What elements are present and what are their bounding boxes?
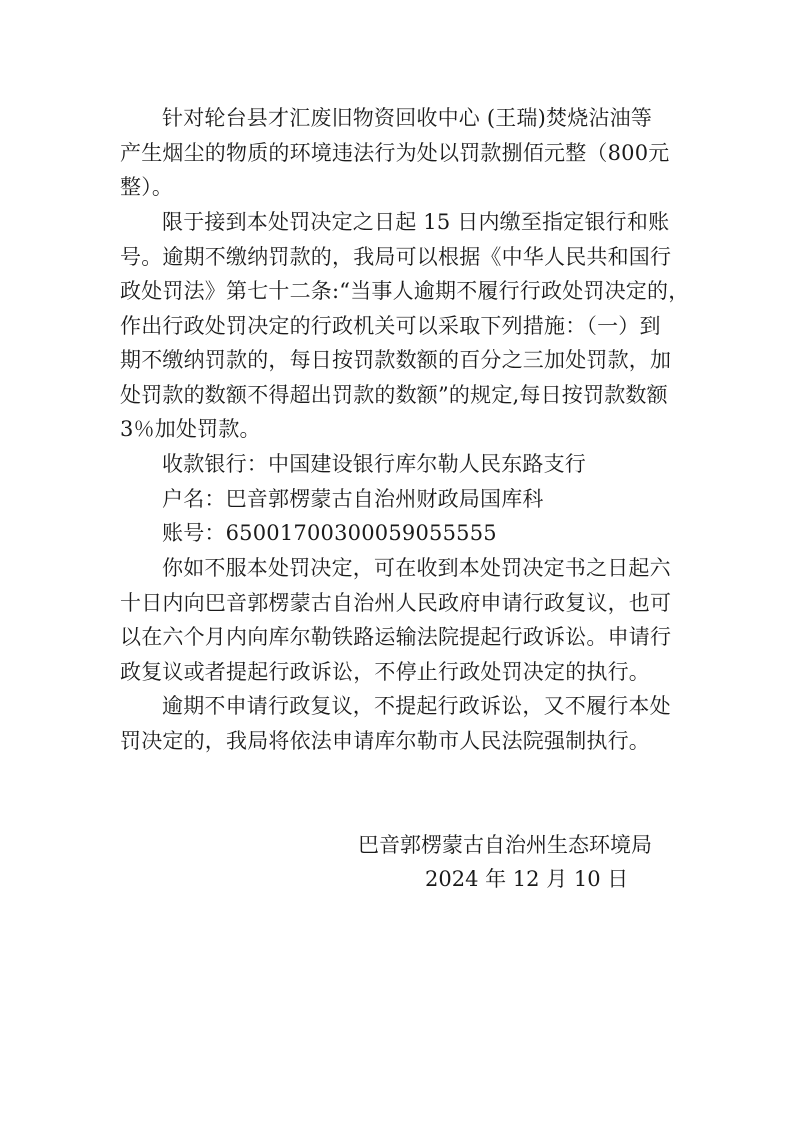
bank-line: 收款银行：中国建设银行库尔勒人民东路支行 bbox=[162, 452, 586, 476]
paragraph-2-line-4: 作出行政处罚决定的行政机关可以采取下列措施：（一）到 bbox=[120, 314, 661, 338]
paragraph-1-line-1: 针对轮台县才汇废旧物资回收中心 (王瑞)焚烧沾油等 bbox=[162, 106, 653, 130]
account-number-line: 账号：65001700300059055555 bbox=[162, 521, 497, 545]
paragraph-3-line-1: 你如不服本处罚决定，可在收到本处罚决定书之日起六 bbox=[162, 556, 671, 580]
paragraph-3-line-3: 以在六个月内向库尔勒铁路运输法院提起行政诉讼。申请行 bbox=[120, 625, 672, 649]
paragraph-3-line-4: 政复议或者提起行政诉讼，不停止行政处罚决定的执行。 bbox=[120, 660, 650, 684]
paragraph-1-line-3: 整）。 bbox=[120, 175, 174, 199]
paragraph-2-line-3: 政处罚法》第七十二条:“当事人逾期不履行行政处罚决定的， bbox=[120, 279, 690, 303]
paragraph-3-line-2: 十日内向巴音郭楞蒙古自治州人民政府申请行政复议，也可 bbox=[120, 591, 672, 615]
issuing-organization: 巴音郭楞蒙古自治州生态环境局 bbox=[358, 833, 652, 857]
account-name-line: 户名：巴音郭楞蒙古自治州财政局国库科 bbox=[162, 487, 544, 511]
paragraph-2-line-6: 处罚款的数额不得超出罚款的数额”的规定,每日按罚款数额 bbox=[120, 383, 668, 407]
paragraph-4-line-2: 罚决定的，我局将依法申请库尔勒市人民法院强制执行。 bbox=[120, 729, 650, 753]
paragraph-2-line-7: 3％加处罚款。 bbox=[120, 417, 261, 441]
paragraph-4-line-1: 逾期不申请行政复议，不提起行政诉讼，又不履行本处 bbox=[162, 694, 671, 718]
paragraph-2-line-2: 号。逾期不缴纳罚款的，我局可以根据《中华人民共和国行 bbox=[120, 245, 672, 269]
paragraph-1-line-2: 产生烟尘的物质的环境违法行为处以罚款捌佰元整（800元 bbox=[120, 141, 670, 165]
paragraph-2-line-5: 期不缴纳罚款的，每日按罚款数额的百分之三加处罚款，加 bbox=[120, 348, 672, 372]
issue-date: 2024 年 12 月 10 日 bbox=[425, 867, 629, 891]
paragraph-2-line-1: 限于接到本处罚决定之日起 15 日内缴至指定银行和账 bbox=[162, 210, 670, 234]
